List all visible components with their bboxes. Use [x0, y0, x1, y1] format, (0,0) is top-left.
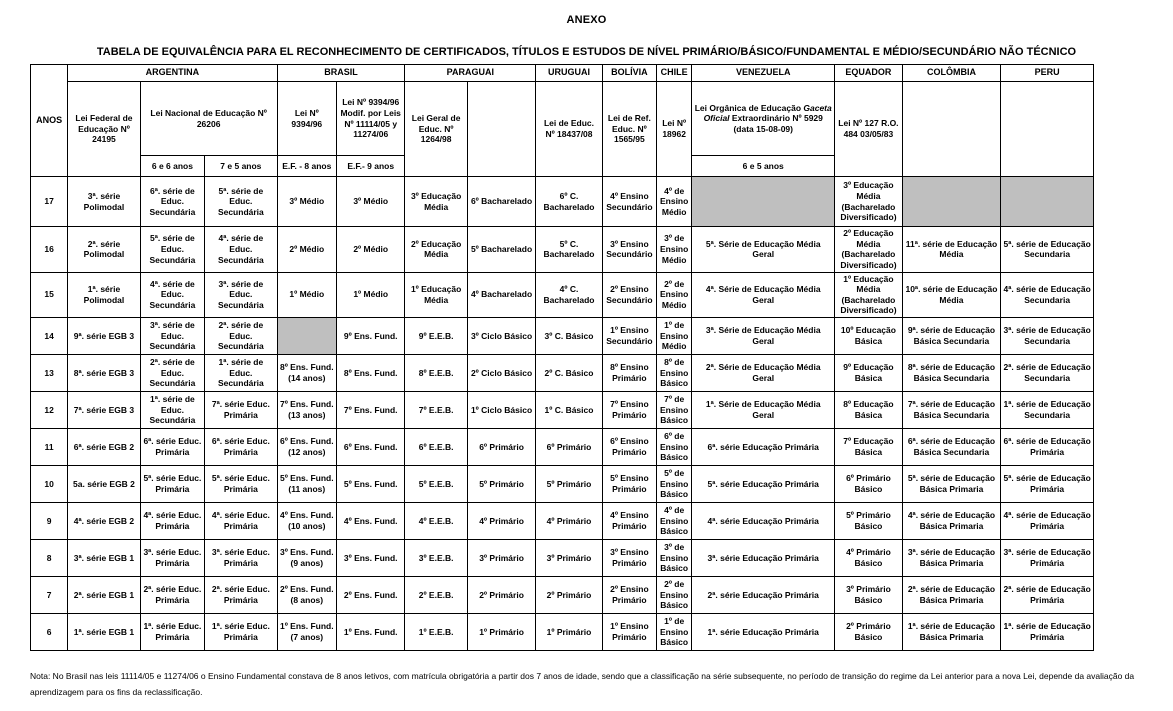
cell-argentina-7e5: 4ª. série Educ. Primária: [205, 503, 277, 540]
cell-argentina-6e6: 1ª. série de Educ. Secundária: [140, 392, 204, 429]
cell-argentina-6e6: 3ª. série de Educ. Secundária: [140, 318, 204, 355]
cell-equador: 7º Educação Básica: [835, 429, 902, 466]
cell-argentina-6e6: 4ª. série Educ. Primária: [140, 503, 204, 540]
cell-venezuela: 4ª. série Educação Primária: [692, 503, 835, 540]
law-uruguai: Lei de Educ. Nº 18437/08: [536, 82, 602, 177]
cell-brasil-ef8: 6º Ens. Fund. (12 anos): [277, 429, 336, 466]
cell-argentina-federal: 3ª. série Polimodal: [68, 177, 140, 227]
cell-paraguai-1: 9º E.E.B.: [405, 318, 467, 355]
country-colombia: COLÔMBIA: [902, 65, 1001, 82]
cell-chile: 3º de Ensino Médio: [657, 227, 692, 273]
cell-bolivia: 4º Ensino Primário: [602, 503, 656, 540]
cell-bolivia: 8º Ensino Primário: [602, 355, 656, 392]
cell-paraguai-2: 4º Primário: [467, 503, 535, 540]
cell-paraguai-1: 7º E.E.B.: [405, 392, 467, 429]
country-bolivia: BOLÍVIA: [602, 65, 656, 82]
cell-bolivia: 3º Ensino Primário: [602, 540, 656, 577]
cell-argentina-7e5: 2ª. série Educ. Primária: [205, 577, 277, 614]
law-venezuela-gaceta: Gaceta Oficial: [703, 102, 832, 124]
cell-colombia: [902, 177, 1001, 227]
cell-uruguai: 2º Primário: [536, 577, 602, 614]
cell-paraguai-2: 2º Ciclo Básico: [467, 355, 535, 392]
cell-uruguai: 4º C. Bacharelado: [536, 272, 602, 318]
cell-equador: 5º Primário Básico: [835, 503, 902, 540]
country-peru: PERU: [1001, 65, 1094, 82]
anexo-heading: ANEXO: [566, 14, 607, 26]
table-row: [31, 355, 1094, 392]
cell-colombia: 9ª. série de Educação Básica Secundaria: [902, 318, 1001, 355]
cell-paraguai-2: 5º Bacharelado: [467, 227, 535, 273]
cell-equador: 6º Primário Básico: [835, 466, 902, 503]
country-chile: CHILE: [657, 65, 692, 82]
cell-venezuela: 1ª. Série de Educação Média Geral: [692, 392, 835, 429]
cell-equador: 3º Primário Básico: [835, 577, 902, 614]
ano-value: 16: [31, 227, 68, 273]
cell-argentina-7e5: 6ª. série Educ. Primária: [205, 429, 277, 466]
cell-venezuela: 1ª. série Educação Primária: [692, 614, 835, 651]
cell-chile: 4º de Ensino Médio: [657, 177, 692, 227]
cell-argentina-federal: 6ª. série EGB 2: [68, 429, 140, 466]
cell-argentina-federal: 7ª. série EGB 3: [68, 392, 140, 429]
cell-uruguai: 5º C. Bacharelado: [536, 227, 602, 273]
table-row: [31, 318, 1094, 355]
cell-paraguai-2: 6º Bacharelado: [467, 177, 535, 227]
cell-argentina-7e5: 2ª. série de Educ. Secundária: [205, 318, 277, 355]
ano-value: 8: [31, 540, 68, 577]
cell-bolivia: 2º Ensino Secundário: [602, 272, 656, 318]
cell-argentina-7e5: 4ª. série de Educ. Secundária: [205, 227, 277, 273]
cell-paraguai-1: 3º Educação Média: [405, 177, 467, 227]
cell-brasil-ef9: 4º Ens. Fund.: [336, 503, 404, 540]
cell-peru: 1ª. série de Educação Primária: [1001, 614, 1094, 651]
cell-equador: 1º Educação Média (Bacharelado Diversificado): [835, 272, 902, 318]
ano-value: 9: [31, 503, 68, 540]
cell-venezuela: 5ª. Série de Educação Média Geral: [692, 227, 835, 273]
cell-brasil-ef8: [277, 318, 336, 355]
cell-argentina-6e6: 6ª. série Educ. Primária: [140, 429, 204, 466]
cell-argentina-6e6: 3ª. série Educ. Primária: [140, 540, 204, 577]
cell-argentina-7e5: 1ª. série Educ. Primária: [205, 614, 277, 651]
cell-brasil-ef8: 2º Ens. Fund. (8 anos): [277, 577, 336, 614]
law-header-row: [31, 82, 1094, 156]
cell-peru: 2ª. série de Educação Primária: [1001, 577, 1094, 614]
cell-argentina-federal: 9ª. série EGB 3: [68, 318, 140, 355]
cell-paraguai-1: 6º E.E.B.: [405, 429, 467, 466]
country-uruguai: URUGUAI: [536, 65, 602, 82]
cell-peru: 5ª. série de Educação Secundaria: [1001, 227, 1094, 273]
cell-uruguai: 3º Primário: [536, 540, 602, 577]
cell-chile: 7º de Ensino Básico: [657, 392, 692, 429]
law-argentina-federal: Lei Federal de Educação Nº 24195: [68, 82, 140, 177]
cell-brasil-ef9: 1º Médio: [336, 272, 404, 318]
cell-uruguai: 1º C. Básico: [536, 392, 602, 429]
cell-brasil-ef9: 6º Ens. Fund.: [336, 429, 404, 466]
cell-chile: 1º de Ensino Médio: [657, 318, 692, 355]
cell-bolivia: 5º Ensino Primário: [602, 466, 656, 503]
cell-colombia: 2ª. série de Educação Básica Primaria: [902, 577, 1001, 614]
cell-bolivia: 3º Ensino Secundário: [602, 227, 656, 273]
cell-uruguai: 6º C. Bacharelado: [536, 177, 602, 227]
cell-peru: 1ª. série de Educação Secundaria: [1001, 392, 1094, 429]
cell-bolivia: 1º Ensino Secundário: [602, 318, 656, 355]
ano-value: 11: [31, 429, 68, 466]
cell-brasil-ef8: 1º Médio: [277, 272, 336, 318]
cell-argentina-6e6: 4ª. série de Educ. Secundária: [140, 272, 204, 318]
table-row: [31, 540, 1094, 577]
cell-paraguai-2: 6º Primário: [467, 429, 535, 466]
law-venezuela-pre: Lei Orgânica de Educação: [694, 102, 804, 113]
cell-equador: 3º Educação Média (Bacharelado Diversificado): [835, 177, 902, 227]
cell-bolivia: 1º Ensino Primário: [602, 614, 656, 651]
cell-peru: 4ª. série de Educação Primária: [1001, 503, 1094, 540]
cell-colombia: 4ª. série de Educação Básica Primaria: [902, 503, 1001, 540]
anos-header: ANOS: [31, 65, 68, 177]
cell-brasil-ef9: 8º Ens. Fund.: [336, 355, 404, 392]
cell-argentina-7e5: 5ª. série Educ. Primária: [205, 466, 277, 503]
country-argentina: ARGENTINA: [68, 65, 277, 82]
cell-brasil-ef9: 3º Ens. Fund.: [336, 540, 404, 577]
law-paraguai-1: Lei Geral de Educ. Nº 1264/98: [405, 82, 467, 177]
cell-uruguai: 5º Primário: [536, 466, 602, 503]
cell-equador: 2º Educação Média (Bacharelado Diversificado): [835, 227, 902, 273]
country-header-row: [31, 65, 1094, 82]
cell-brasil-ef8: 7º Ens. Fund. (13 anos): [277, 392, 336, 429]
cell-bolivia: 7º Ensino Primário: [602, 392, 656, 429]
table-row: [31, 577, 1094, 614]
cell-argentina-6e6: 5ª. série de Educ. Secundária: [140, 227, 204, 273]
cell-equador: 8º Educação Básica: [835, 392, 902, 429]
cell-peru: 2ª. série de Educação Secundaria: [1001, 355, 1094, 392]
cell-paraguai-1: 8º E.E.B.: [405, 355, 467, 392]
cell-venezuela: 5ª. série Educação Primária: [692, 466, 835, 503]
cell-argentina-7e5: 7ª. série Educ. Primária: [205, 392, 277, 429]
law-peru: [1001, 82, 1094, 177]
subheader-brasil-ef8: E.F. - 8 anos: [277, 156, 336, 177]
ano-value: 14: [31, 318, 68, 355]
cell-colombia: 6ª. série de Educação Básica Secundaria: [902, 429, 1001, 466]
page-title: TABELA DE EQUIVALÊNCIA PARA EL RECONHECIMENTO DE CERTIFICADOS, TÍTULOS E ESTUDOS DE NÍVEL PRIMÁRIO/BÁSICO/FUNDAMENTAL E MÉDIO/SECUNDÁRIO NÃO TÉCNICO: [96, 46, 1077, 58]
cell-argentina-federal: 1ª. série Polimodal: [68, 272, 140, 318]
cell-paraguai-1: 3º E.E.B.: [405, 540, 467, 577]
cell-brasil-ef9: 2º Ens. Fund.: [336, 577, 404, 614]
cell-paraguai-1: 1º Educação Média: [405, 272, 467, 318]
ano-value: 17: [31, 177, 68, 227]
cell-argentina-federal: 3ª. série EGB 1: [68, 540, 140, 577]
cell-argentina-7e5: 3ª. série Educ. Primária: [205, 540, 277, 577]
cell-peru: 4ª. série de Educação Secundaria: [1001, 272, 1094, 318]
cell-colombia: 3ª. série de Educação Básica Primaria: [902, 540, 1001, 577]
law-venezuela-post: Extraordinário Nº 5929 (data 15-08-09): [729, 113, 823, 134]
cell-colombia: 10ª. série de Educação Média: [902, 272, 1001, 318]
cell-uruguai: 6º Primário: [536, 429, 602, 466]
cell-equador: 10º Educação Básica: [835, 318, 902, 355]
cell-uruguai: 1º Primário: [536, 614, 602, 651]
cell-equador: 2º Primário Básico: [835, 614, 902, 651]
cell-brasil-ef8: 2º Médio: [277, 227, 336, 273]
cell-paraguai-1: 1º E.E.B.: [405, 614, 467, 651]
cell-brasil-ef8: 3º Ens. Fund. (9 anos): [277, 540, 336, 577]
cell-colombia: 11ª. série de Educação Média: [902, 227, 1001, 273]
cell-argentina-federal: 8ª. série EGB 3: [68, 355, 140, 392]
table-row: [31, 227, 1094, 273]
ano-value: 10: [31, 466, 68, 503]
cell-paraguai-2: 3º Ciclo Básico: [467, 318, 535, 355]
cell-venezuela: 2ª. Série de Educação Média Geral: [692, 355, 835, 392]
law-equador: Lei Nº 127 R.O. 484 03/05/83: [835, 82, 902, 177]
table-row: [31, 503, 1094, 540]
cell-argentina-6e6: 1ª. série Educ. Primária: [140, 614, 204, 651]
law-brasil-ef8: Lei Nº 9394/96: [277, 82, 336, 156]
subheader-argentina-7e5: 7 e 5 anos: [205, 156, 277, 177]
cell-chile: 8º de Ensino Básico: [657, 355, 692, 392]
law-argentina-nacional: Lei Nacional de Educação Nº 26206: [140, 82, 277, 156]
cell-colombia: 8ª. série de Educação Básica Secundaria: [902, 355, 1001, 392]
cell-paraguai-2: 2º Primário: [467, 577, 535, 614]
cell-argentina-6e6: 6ª. série de Educ. Secundária: [140, 177, 204, 227]
cell-argentina-federal: 5a. série EGB 2: [68, 466, 140, 503]
cell-chile: 4º de Ensino Básico: [657, 503, 692, 540]
law-brasil-ef9: Lei Nº 9394/96 Modif. por Leis Nº 11114/05 y 11274/06: [336, 82, 404, 156]
cell-argentina-7e5: 3ª. série de Educ. Secundária: [205, 272, 277, 318]
cell-argentina-federal: 2ª. série EGB 1: [68, 577, 140, 614]
footnote: Nota: No Brasil nas leis 11114/05 e 11274/06 o Ensino Fundamental constava de 8 anos letivos, com matrícula obrigatória a partir dos 7 anos de idade, sendo que a classificação na série subsequente, no período de transição do regime da Lei anterior para a nova Lei, depende da avaliação da aprendizagem para os fins da reclassificação.: [30, 671, 1135, 698]
cell-paraguai-2: 4º Bacharelado: [467, 272, 535, 318]
law-chile: Lei Nº 18962: [657, 82, 692, 177]
cell-brasil-ef8: 4º Ens. Fund. (10 anos): [277, 503, 336, 540]
cell-chile: 1º de Ensino Básico: [657, 614, 692, 651]
cell-brasil-ef9: 9º Ens. Fund.: [336, 318, 404, 355]
cell-argentina-federal: 4ª. série EGB 2: [68, 503, 140, 540]
ano-value: 6: [31, 614, 68, 651]
table-row: [31, 177, 1094, 227]
cell-argentina-federal: 2ª. série Polimodal: [68, 227, 140, 273]
cell-venezuela: 3ª. série Educação Primária: [692, 540, 835, 577]
cell-paraguai-2: 1º Ciclo Básico: [467, 392, 535, 429]
cell-paraguai-2: 1º Primário: [467, 614, 535, 651]
cell-peru: 3ª. série de Educação Secundaria: [1001, 318, 1094, 355]
cell-venezuela: [692, 177, 835, 227]
cell-brasil-ef9: 2º Médio: [336, 227, 404, 273]
subheader-argentina-6e6: 6 e 6 anos: [140, 156, 204, 177]
cell-venezuela: 6ª. série Educação Primária: [692, 429, 835, 466]
cell-argentina-6e6: 2ª. série de Educ. Secundária: [140, 355, 204, 392]
cell-argentina-6e6: 2ª. série Educ. Primária: [140, 577, 204, 614]
cell-chile: 5º de Ensino Básico: [657, 466, 692, 503]
table-row: [31, 466, 1094, 503]
ano-value: 13: [31, 355, 68, 392]
cell-brasil-ef8: 5º Ens. Fund. (11 anos): [277, 466, 336, 503]
cell-chile: 2º de Ensino Médio: [657, 272, 692, 318]
cell-peru: 3ª. série de Educação Primária: [1001, 540, 1094, 577]
cell-paraguai-1: 2º E.E.B.: [405, 577, 467, 614]
cell-chile: 3º de Ensino Básico: [657, 540, 692, 577]
cell-bolivia: 4º Ensino Secundário: [602, 177, 656, 227]
cell-colombia: 5ª. série de Educação Básica Primaria: [902, 466, 1001, 503]
cell-uruguai: 4º Primário: [536, 503, 602, 540]
equivalence-table: [30, 64, 1094, 651]
cell-paraguai-1: 2º Educação Média: [405, 227, 467, 273]
ano-value: 7: [31, 577, 68, 614]
country-paraguai: PARAGUAI: [405, 65, 536, 82]
cell-argentina-6e6: 5ª. série Educ. Primária: [140, 466, 204, 503]
cell-argentina-7e5: 5ª. série de Educ. Secundária: [205, 177, 277, 227]
cell-bolivia: 2º Ensino Primário: [602, 577, 656, 614]
cell-peru: 5ª. série de Educação Primária: [1001, 466, 1094, 503]
cell-peru: [1001, 177, 1094, 227]
equivalence-table-body: [31, 177, 1094, 651]
cell-brasil-ef9: 5º Ens. Fund.: [336, 466, 404, 503]
cell-peru: 6ª. série de Educação Primária: [1001, 429, 1094, 466]
ano-value: 15: [31, 272, 68, 318]
cell-bolivia: 6º Ensino Primário: [602, 429, 656, 466]
cell-venezuela: 4ª. Série de Educação Média Geral: [692, 272, 835, 318]
law-paraguai-2: [467, 82, 535, 177]
country-equador: EQUADOR: [835, 65, 902, 82]
cell-colombia: 7ª. série de Educação Básica Secundaria: [902, 392, 1001, 429]
cell-venezuela: 3ª. Série de Educação Média Geral: [692, 318, 835, 355]
cell-brasil-ef9: 1º Ens. Fund.: [336, 614, 404, 651]
cell-paraguai-1: 5º E.E.B.: [405, 466, 467, 503]
table-header: [31, 65, 1094, 177]
country-venezuela: VENEZUELA: [692, 65, 835, 82]
cell-argentina-federal: 1ª. série EGB 1: [68, 614, 140, 651]
cell-brasil-ef8: 8º Ens. Fund. (14 anos): [277, 355, 336, 392]
law-bolivia: Lei de Ref. Educ. Nº 1565/95: [602, 82, 656, 177]
cell-brasil-ef8: 1º Ens. Fund. (7 anos): [277, 614, 336, 651]
cell-brasil-ef9: 7º Ens. Fund.: [336, 392, 404, 429]
cell-paraguai-1: 4º E.E.B.: [405, 503, 467, 540]
law-colombia: [902, 82, 1001, 177]
subheader-venezuela-6e5: 6 e 5 anos: [692, 156, 835, 177]
ano-value: 12: [31, 392, 68, 429]
table-row: [31, 272, 1094, 318]
table-row: [31, 392, 1094, 429]
cell-uruguai: 3º C. Básico: [536, 318, 602, 355]
cell-colombia: 1ª. série de Educação Básica Primaria: [902, 614, 1001, 651]
table-row: [31, 614, 1094, 651]
cell-venezuela: 2ª. série Educação Primária: [692, 577, 835, 614]
cell-chile: 2º de Ensino Básico: [657, 577, 692, 614]
subheader-brasil-ef9: E.F.- 9 anos: [336, 156, 404, 177]
country-brasil: BRASIL: [277, 65, 405, 82]
cell-argentina-7e5: 1ª. série de Educ. Secundária: [205, 355, 277, 392]
table-row: [31, 429, 1094, 466]
cell-brasil-ef8: 3º Médio: [277, 177, 336, 227]
cell-chile: 6º de Ensino Básico: [657, 429, 692, 466]
cell-equador: 9º Educação Básica: [835, 355, 902, 392]
cell-equador: 4º Primário Básico: [835, 540, 902, 577]
law-venezuela: [692, 82, 835, 156]
cell-brasil-ef9: 3º Médio: [336, 177, 404, 227]
cell-paraguai-2: 5º Primário: [467, 466, 535, 503]
cell-uruguai: 2º C. Básico: [536, 355, 602, 392]
cell-paraguai-2: 3º Primário: [467, 540, 535, 577]
